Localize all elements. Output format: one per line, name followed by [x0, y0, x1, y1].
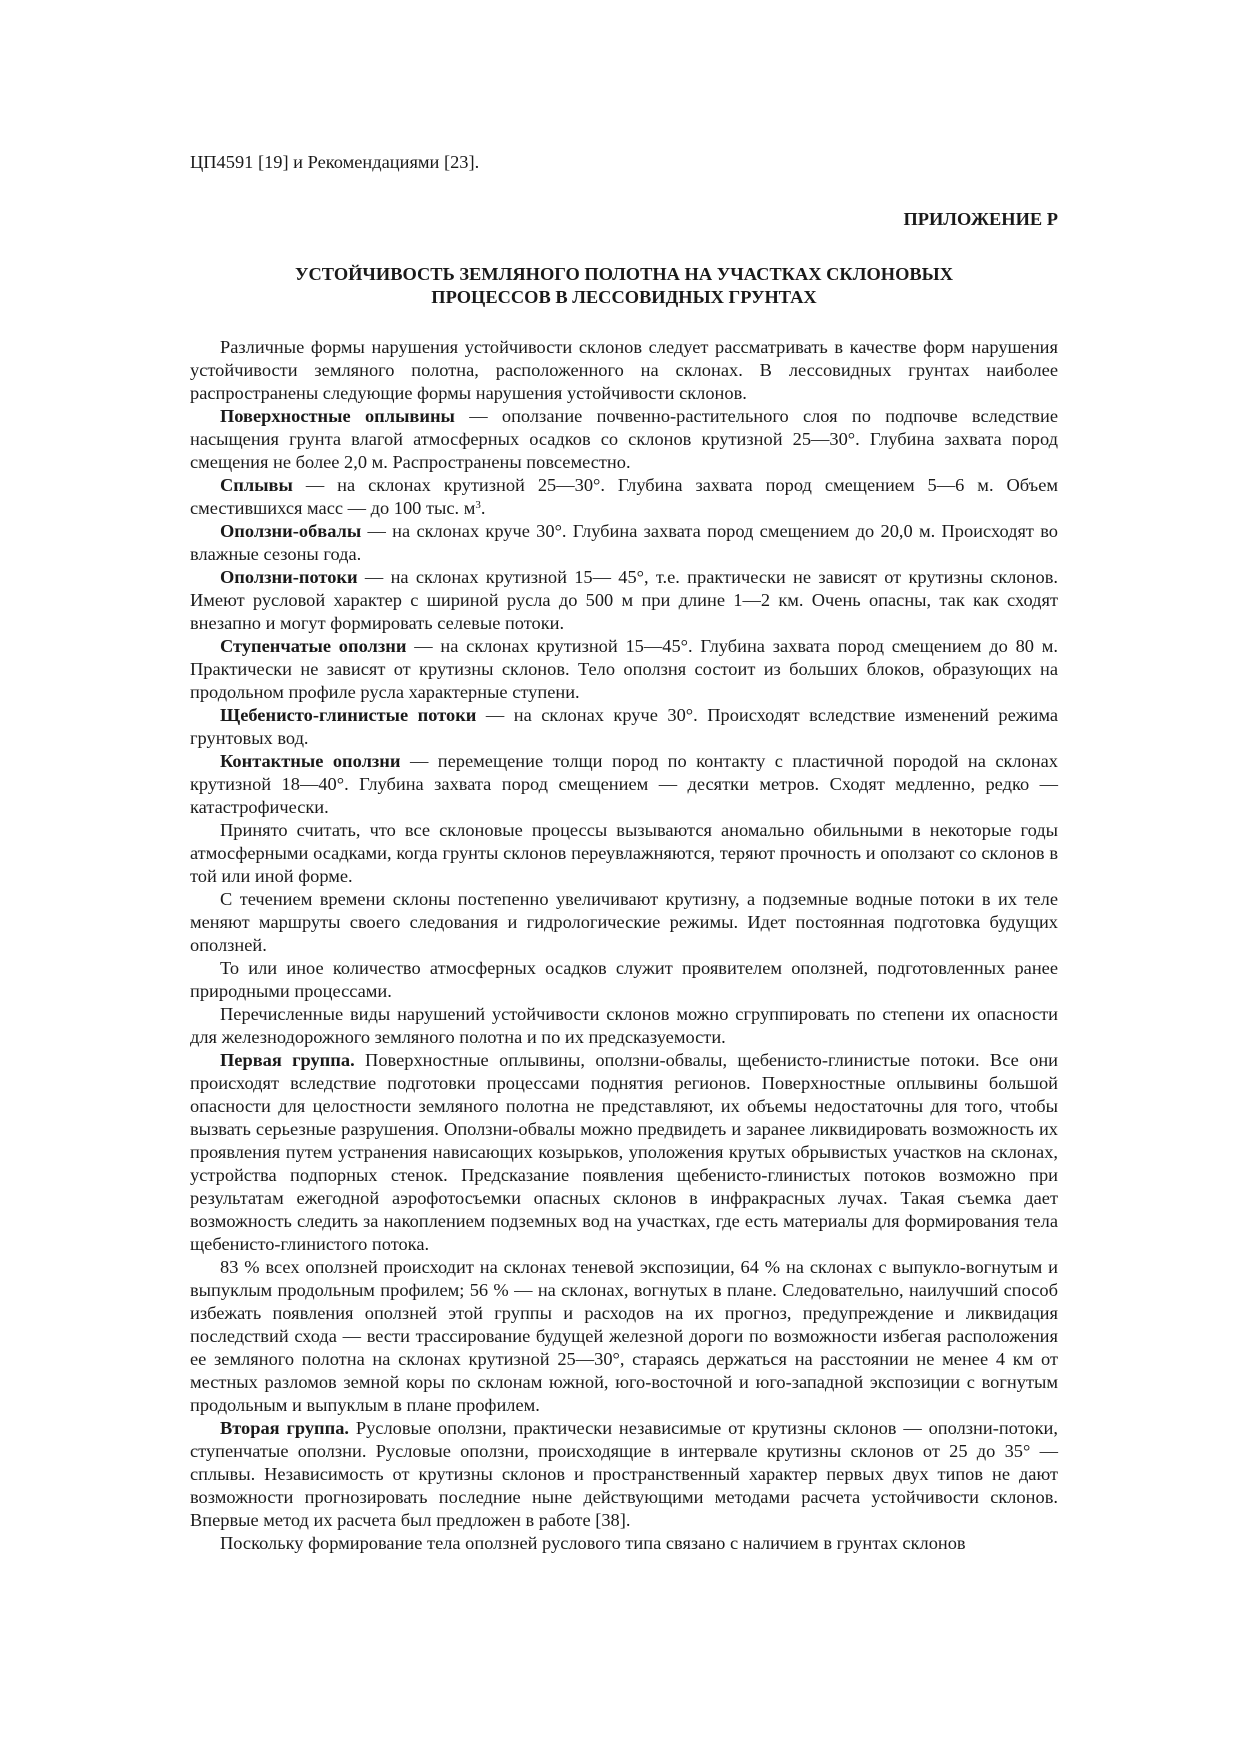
paragraph-text: 83 % всех оползней происходит на склонах теневой экспозиции, 64 % на склонах с выпукло-вогнутым и выпуклым продольным профилем; 56 % — на склонах, вогнутых в плане. Следовательно, наилучший способ избежать появления оползней этой группы и расходов на их прогноз, предупреждение и ликвидация последствий схода — вести трассирование будущей железной дороги по возможности избегая расположения ее земляного полотна на склонах крутизной 25—30°, стараясь держаться на расстоянии не менее 4 км от местных разломов земной коры по склонам южной, юго-восточной и юго-западной экспозиции с вогнутым продольным и выпуклым в плане профилем. [190, 1257, 1058, 1415]
superscript: 3 [475, 499, 481, 511]
title-line-2: ПРОЦЕССОВ В ЛЕССОВИДНЫХ ГРУНТАХ [431, 287, 817, 307]
paragraph-text: То или иное количество атмосферных осадков служит проявителем оползней, подготовленных ранее природными процессами. [190, 958, 1058, 1001]
paragraph-text: — перемещение толщи пород по контакту с пластичной породой на склонах крутизной 18—40°. Глубина захвата пород смещением — десятки метров. Сходят медленно, редко — катастрофически. [190, 751, 1058, 817]
paragraph-text: Поверхностные оплывины, оползни-обвалы, щебенисто-глинистые потоки. Все они происходят вследствие подготовки процессами поднятия регионов. Поверхностные оплывины большой опасности для целостности земляного полотна не представляют, их объемы недостаточны для того, чтобы вызвать серьезные разрушения. Оползни-обвалы можно предвидеть и заранее ликвидировать возможность их проявления путем устранения нависающих козырьков, уположения крутых обрывистых участков на склонах, устройства подпорных стенок. Предсказание появления щебенисто-глинистых потоков возможно при результатам ежегодной аэрофотосъемки опасных склонов в инфракрасных лучах. Такая съемка дает возможность следить за накоплением подземных вод на участках, где есть материалы для формирования тела щебенисто-глинистого потока. [190, 1050, 1058, 1254]
paragraph-text: Русловые оползни, практически независимые от крутизны склонов — оползни-потоки, ступенчатые оползни. Русловые оползни, происходящие в интервале крутизны склонов от 25 до 35° — сплывы. Независимость от крутизны склонов и пространственный характер первых двух типов не дают возможности прогнозировать последние ныне действующими методами расчета устойчивости склонов. Впервые метод их расчета был предложен в работе [38]. [190, 1418, 1058, 1530]
paragraph [190, 405, 1058, 474]
paragraph-text: — на склонах круче 30°. Глубина захвата пород смещением до 20,0 м. Происходят во влажные сезоны года. [190, 521, 1058, 564]
appendix-label: ПРИЛОЖЕНИЕ Р [903, 209, 1058, 229]
lead-text: ЦП4591 [19] и Рекомендациями [23]. [190, 152, 480, 172]
paragraph-text: С течением времени склоны постепенно увеличивают крутизну, а подземные водные потоки в их теле меняют маршруты своего следования и гидрологические режимы. Идет постоянная подготовка будущих оползней. [190, 889, 1058, 955]
paragraph-term: Ступенчатые оползни [220, 636, 407, 656]
paragraph-term: Оползни-потоки [220, 567, 358, 587]
paragraph-text: Принято считать, что все склоновые процессы вызываются аномально обильными в некоторые годы атмосферными осадками, когда грунты склонов переувлажняются, теряют прочность и оползают со склонов в той или иной форме. [190, 820, 1058, 886]
paragraph-text: Перечисленные виды нарушений устойчивости склонов можно сгруппировать по степени их опасности для железнодорожного земляного полотна и по их предсказуемости. [190, 1004, 1058, 1047]
paragraph [190, 1532, 1058, 1555]
paragraph-term: Вторая группа. [220, 1418, 350, 1438]
paragraph-text: — на склонах крутизной 15—45°. Глубина захвата пород смещением до 80 м. Практически не зависят от крутизны склонов. Тело оползня состоит из больших блоков, образующих на продольном профиле русла характерные ступени. [190, 636, 1058, 702]
paragraph [190, 566, 1058, 635]
paragraph [190, 888, 1058, 957]
paragraph [190, 635, 1058, 704]
paragraph-text: — на склонах крутизной 15— 45°, т.е. практически не зависят от крутизны склонов. Имеют русловой характер с шириной русла до 500 м при длине 1—2 км. Очень опасны, так как сходят внезапно и могут формировать селевые потоки. [190, 567, 1058, 633]
paragraph [190, 819, 1058, 888]
paragraph [190, 1049, 1058, 1256]
paragraph-text: Поскольку формирование тела оползней руслового типа связано с наличием в грунтах склонов [220, 1533, 966, 1553]
document-title [190, 263, 1058, 309]
paragraph-term: Щебенисто-глинистые потоки [220, 705, 477, 725]
document-body [190, 336, 1058, 1555]
paragraph [190, 474, 1058, 520]
paragraph-term: Сплывы [220, 475, 293, 495]
paragraph-text: — оползание почвенно-растительного слоя по подпочве вследствие насыщения грунта влагой атмосферных осадков со склонов крутизной 25—30°. Глубина захвата пород смещения не более 2,0 м. Распространены повсеместно. [190, 406, 1058, 472]
paragraph-term: Поверхностные оплывины [220, 406, 455, 426]
document-page [190, 151, 1058, 1555]
paragraph [190, 704, 1058, 750]
paragraph [190, 1003, 1058, 1049]
paragraph [190, 1256, 1058, 1417]
paragraph-text: Различные формы нарушения устойчивости склонов следует рассматривать в качестве форм нарушения устойчивости земляного полотна, расположенного на склонах. В лессовидных грунтах наиболее распространены следующие формы нарушения устойчивости склонов. [190, 337, 1058, 403]
paragraph [190, 750, 1058, 819]
paragraph-term: Первая группа. [220, 1050, 355, 1070]
paragraph-text: — на склонах круче 30°. Происходят вследствие изменений режима грунтовых вод. [190, 705, 1058, 748]
paragraph [190, 520, 1058, 566]
paragraph-term: Оползни-обвалы [220, 521, 362, 541]
paragraph-text: — на склонах крутизной 25—30°. Глубина захвата пород смещением 5—6 м. Объем сместившихся масс — до 100 тыс. м [190, 475, 1058, 518]
title-line-1: УСТОЙЧИВОСТЬ ЗЕМЛЯНОГО ПОЛОТНА НА УЧАСТКАХ СКЛОНОВЫХ [295, 264, 953, 284]
paragraph [190, 1417, 1058, 1532]
paragraph-text-end: . [480, 498, 486, 518]
paragraph [190, 336, 1058, 405]
paragraph [190, 957, 1058, 1003]
paragraph-term: Контактные оползни [220, 751, 401, 771]
